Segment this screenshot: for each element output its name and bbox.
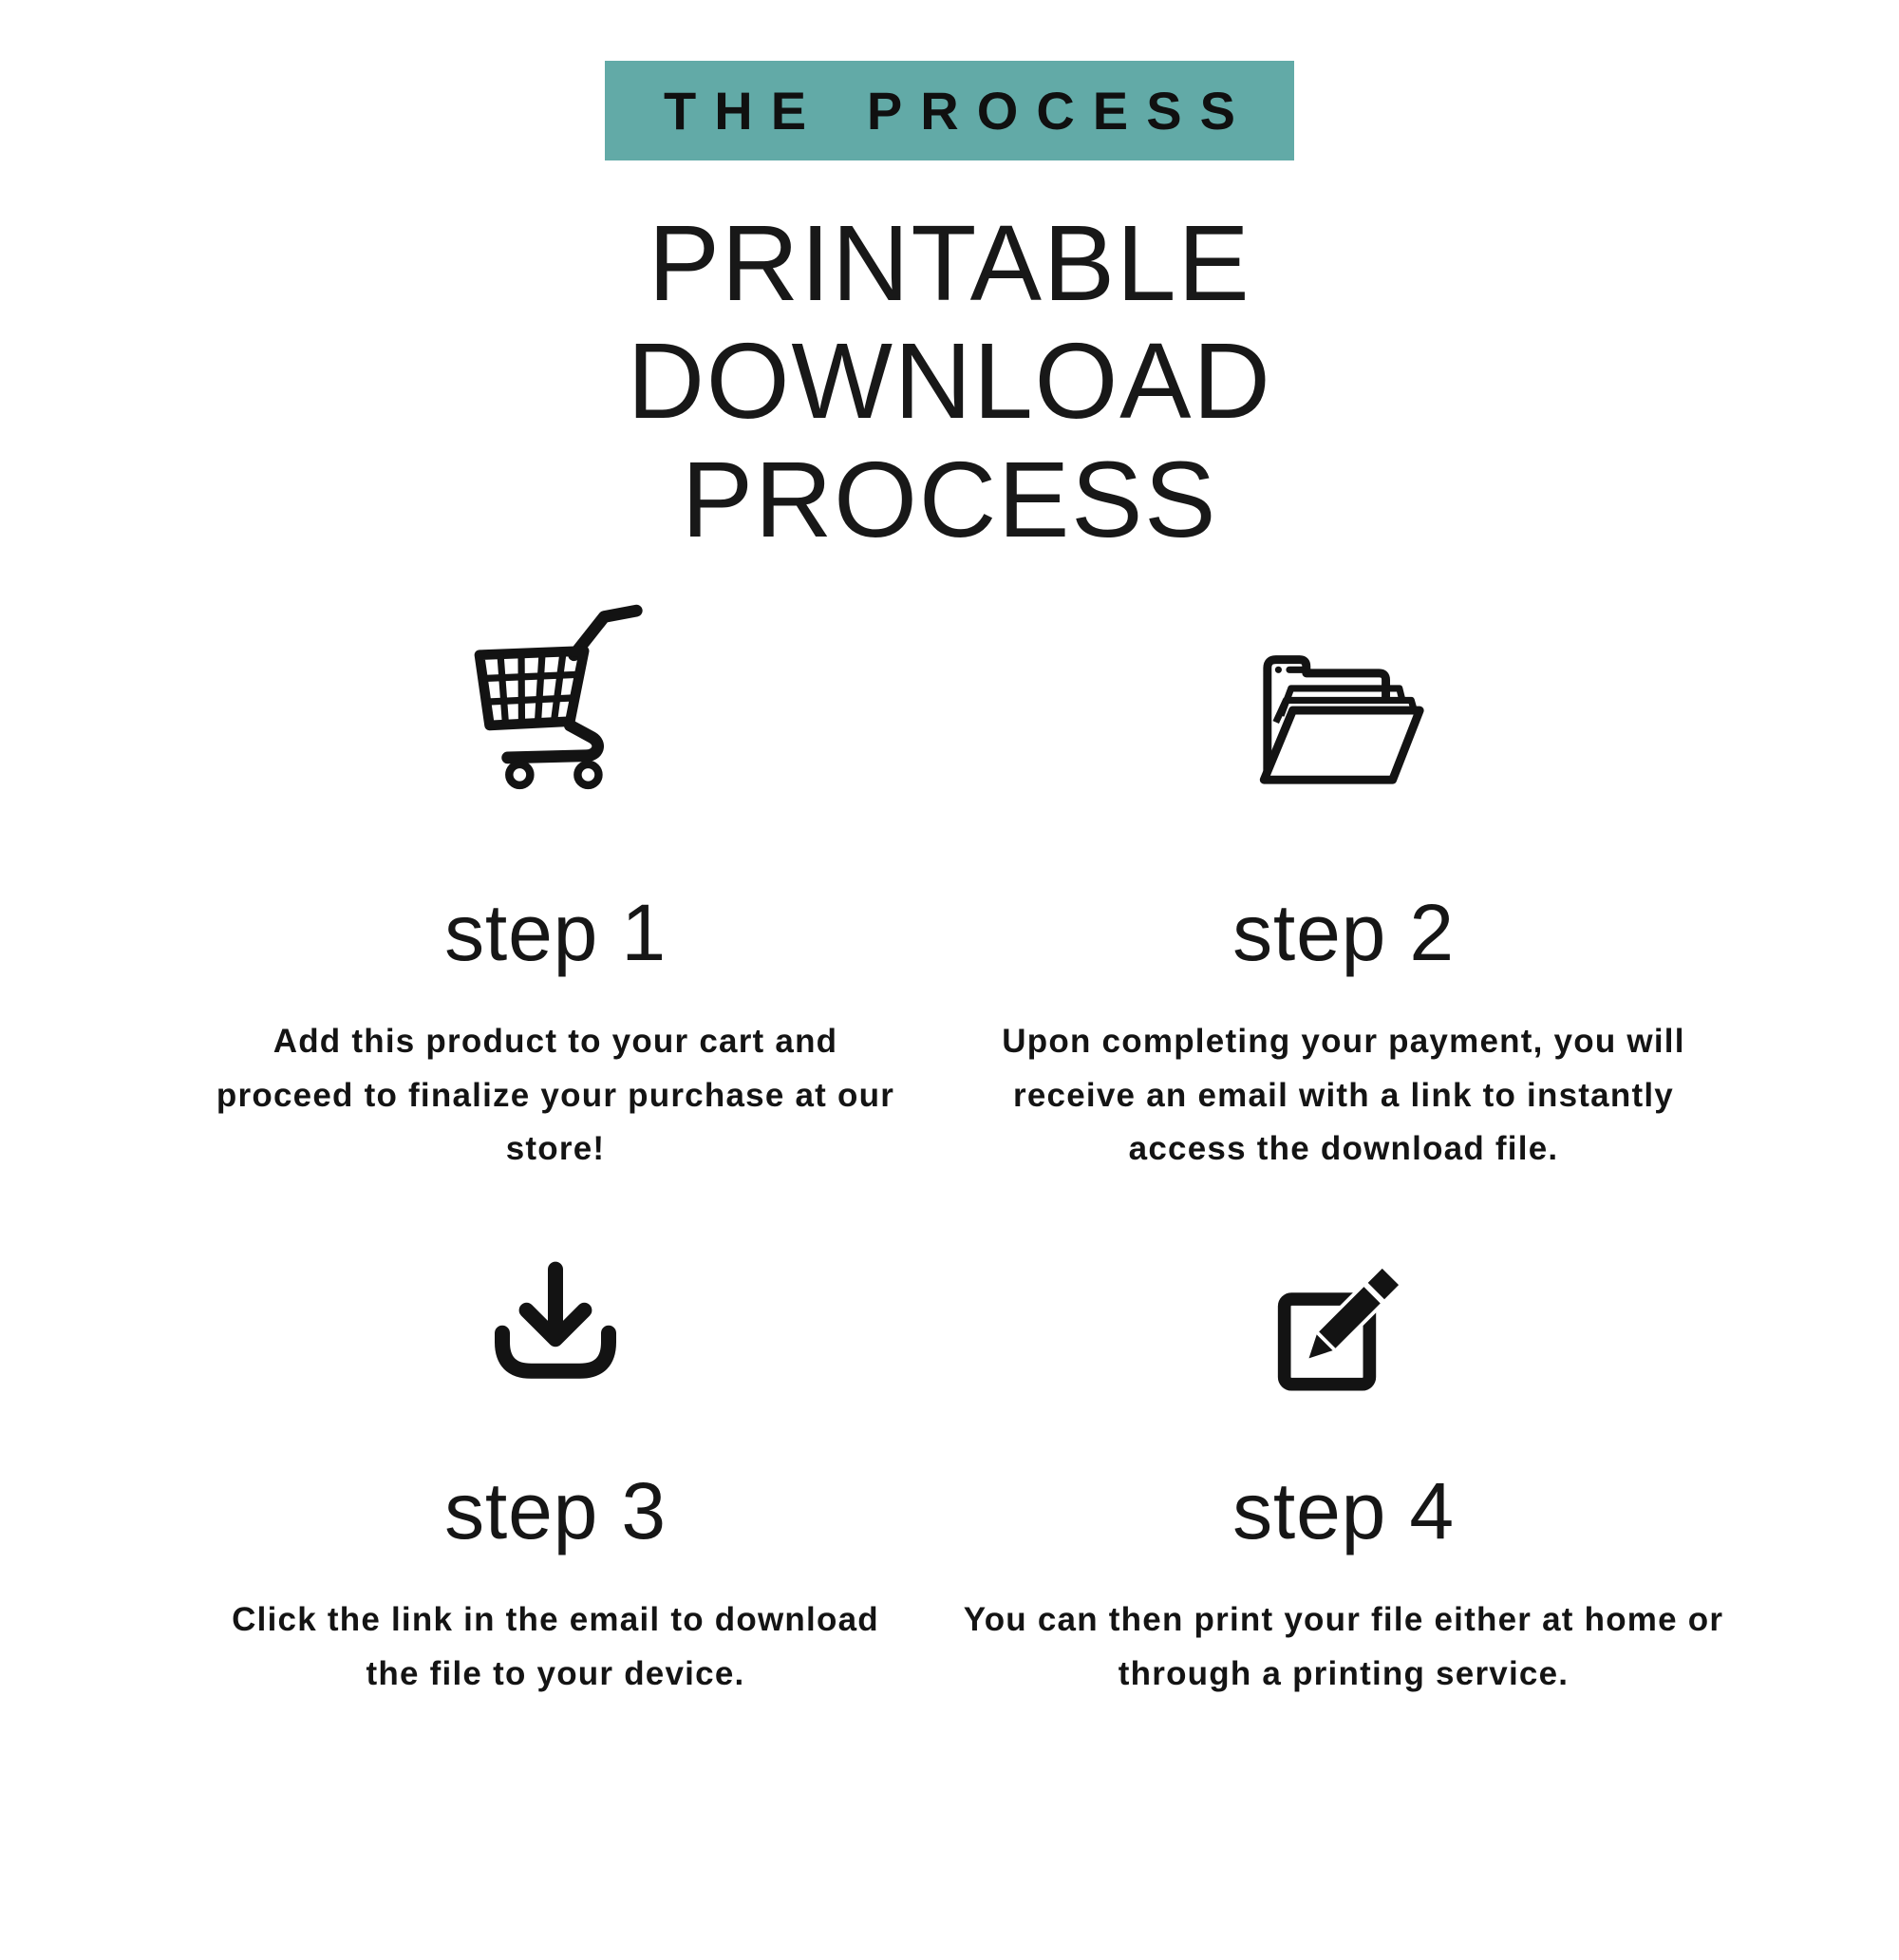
shopping-cart-icon [454,593,658,794]
folder-icon [1250,593,1437,794]
steps-grid [161,593,1738,1701]
page-title [0,204,1899,558]
step-4-label: step 4 [1232,1465,1455,1555]
banner [605,61,1294,160]
step-1-label: step 1 [444,887,667,977]
step-4-cell [950,1245,1738,1701]
infographic-canvas [0,61,1899,1960]
download-icon [479,1245,631,1404]
step-3-description: Click the link in the email to download the file to your device. [232,1600,879,1692]
step-4-description: You can then print your file either at home or through a printing service. [963,1600,1724,1692]
step-2-label: step 2 [1232,887,1455,977]
page-title-line-1: PRINTABLE [648,203,1251,323]
edit-icon [1271,1245,1416,1404]
step-2-cell [950,593,1738,1177]
step-3-cell [161,1245,950,1701]
page-title-line-2: DOWNLOAD [627,321,1272,442]
step-2-description: Upon completing your payment, you will receive an email with a link to instantly access the download file. [1002,1022,1685,1168]
banner-label: THE PROCESS [664,81,1253,141]
step-1-description: Add this product to your cart and proceed to finalize your purchase at our store! [216,1022,895,1168]
step-3-label: step 3 [444,1465,667,1555]
page-title-line-3: PROCESS [681,439,1218,559]
step-1-cell [161,593,950,1177]
